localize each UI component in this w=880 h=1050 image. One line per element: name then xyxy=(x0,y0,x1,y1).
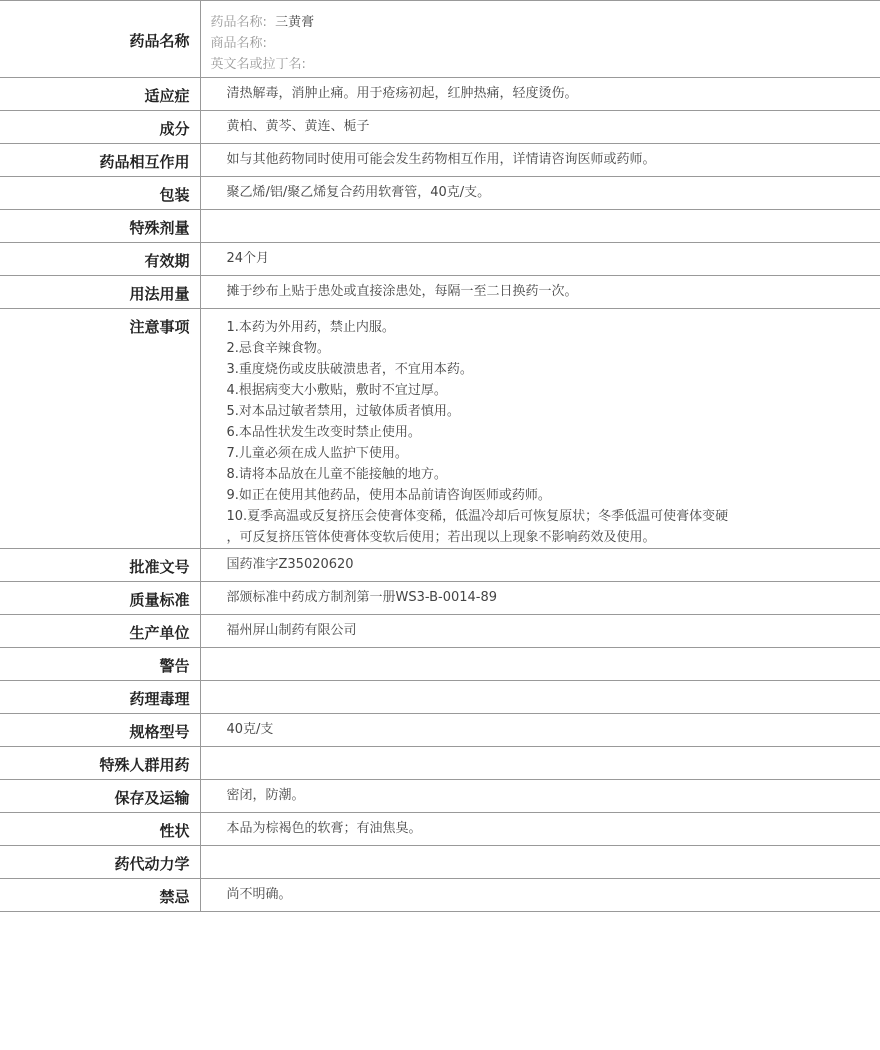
value-drug-names xyxy=(200,1,880,78)
value-interactions: 如与其他药物同时使用可能会发生药物相互作用，详情请咨询医师或药师。 xyxy=(200,144,880,177)
label-drug-names: 药品名称 xyxy=(0,1,200,78)
row-storage xyxy=(0,780,880,813)
label-manufacturer: 生产单位 xyxy=(0,615,200,648)
label-approval: 批准文号 xyxy=(0,549,200,582)
row-contraindications xyxy=(0,879,880,912)
value-shelf-life: 24个月 xyxy=(200,243,880,276)
value-pharmacokinetics xyxy=(200,846,880,879)
value-storage: 密闭，防潮。 xyxy=(200,780,880,813)
label-dosage: 用法用量 xyxy=(0,276,200,309)
value-contraindications: 尚不明确。 xyxy=(200,879,880,912)
label-packaging: 包装 xyxy=(0,177,200,210)
precaution-item: 9.如正在使用其他药品，使用本品前请咨询医师或药师。 xyxy=(226,488,551,503)
row-shelf-life xyxy=(0,243,880,276)
label-special-dosage: 特殊剂量 xyxy=(0,210,200,243)
precaution-item: 6.本品性状发生改变时禁止使用。 xyxy=(226,425,421,440)
row-special-groups xyxy=(0,747,880,780)
value-packaging: 聚乙烯/铝/聚乙烯复合药用软膏管，40克/支。 xyxy=(200,177,880,210)
precaution-item: 1.本药为外用药，禁止内服。 xyxy=(226,320,395,335)
precaution-item: 8.请将本品放在儿童不能接触的地方。 xyxy=(226,467,447,482)
value-toxicology xyxy=(200,681,880,714)
label-special-groups: 特殊人群用药 xyxy=(0,747,200,780)
row-manufacturer xyxy=(0,615,880,648)
label-contraindications: 禁忌 xyxy=(0,879,200,912)
value-special-groups xyxy=(200,747,880,780)
value-ingredients: 黄柏、黄芩、黄连、栀子 xyxy=(200,111,880,144)
value-manufacturer: 福州屏山制药有限公司 xyxy=(200,615,880,648)
label-pharmacokinetics: 药代动力学 xyxy=(0,846,200,879)
precaution-item: 4.根据病变大小敷贴，敷时不宜过厚。 xyxy=(226,383,447,398)
generic-name-label: 药品名称: xyxy=(210,15,267,30)
row-precautions xyxy=(0,309,880,549)
value-precautions xyxy=(200,309,880,549)
label-standard: 质量标准 xyxy=(0,582,200,615)
label-toxicology: 药理毒理 xyxy=(0,681,200,714)
row-ingredients xyxy=(0,111,880,144)
row-character xyxy=(0,813,880,846)
row-warning xyxy=(0,648,880,681)
value-special-dosage xyxy=(200,210,880,243)
value-dosage: 摊于纱布上贴于患处或直接涂患处，每隔一至二日换药一次。 xyxy=(200,276,880,309)
label-warning: 警告 xyxy=(0,648,200,681)
label-storage: 保存及运输 xyxy=(0,780,200,813)
label-precautions: 注意事项 xyxy=(0,309,200,549)
value-standard: 部颁标准中药成方制剂第一册WS3-B-0014-89 xyxy=(200,582,880,615)
row-interactions xyxy=(0,144,880,177)
row-indications xyxy=(0,78,880,111)
label-spec: 规格型号 xyxy=(0,714,200,747)
value-spec: 40克/支 xyxy=(200,714,880,747)
label-shelf-life: 有效期 xyxy=(0,243,200,276)
precaution-item: 3.重度烧伤或皮肤破溃患者，不宜用本药。 xyxy=(226,362,473,377)
label-character: 性状 xyxy=(0,813,200,846)
label-interactions: 药品相互作用 xyxy=(0,144,200,177)
row-toxicology xyxy=(0,681,880,714)
precaution-item: 7.儿童必须在成人监护下使用。 xyxy=(226,446,408,461)
english-name-label: 英文名或拉丁名: xyxy=(210,57,306,72)
trade-name-label: 商品名称: xyxy=(210,36,267,51)
precaution-item-continued: ，可反复挤压管体使膏体变软后使用；若出现以上现象不影响药效及使用。 xyxy=(226,530,656,545)
generic-name-line xyxy=(211,12,880,33)
value-approval: 国药准字Z35020620 xyxy=(200,549,880,582)
label-indications: 适应症 xyxy=(0,78,200,111)
value-character: 本品为棕褐色的软膏；有油焦臭。 xyxy=(200,813,880,846)
precaution-item: 5.对本品过敏者禁用，过敏体质者慎用。 xyxy=(226,404,460,419)
row-standard xyxy=(0,582,880,615)
row-special-dosage xyxy=(0,210,880,243)
generic-name-value: 三黄膏 xyxy=(275,15,315,30)
row-pharmacokinetics xyxy=(0,846,880,879)
value-warning xyxy=(200,648,880,681)
row-dosage xyxy=(0,276,880,309)
row-spec xyxy=(0,714,880,747)
precaution-item: 10.夏季高温或反复挤压会使膏体变稀，低温冷却后可恢复原状；冬季低温可使膏体变硬 xyxy=(226,509,729,524)
precaution-item: 2.忌食辛辣食物。 xyxy=(226,341,330,356)
label-ingredients: 成分 xyxy=(0,111,200,144)
row-packaging xyxy=(0,177,880,210)
row-approval xyxy=(0,549,880,582)
value-indications: 清热解毒，消肿止痛。用于疮疡初起，红肿热痛，轻度烫伤。 xyxy=(200,78,880,111)
row-drug-names xyxy=(0,1,880,78)
